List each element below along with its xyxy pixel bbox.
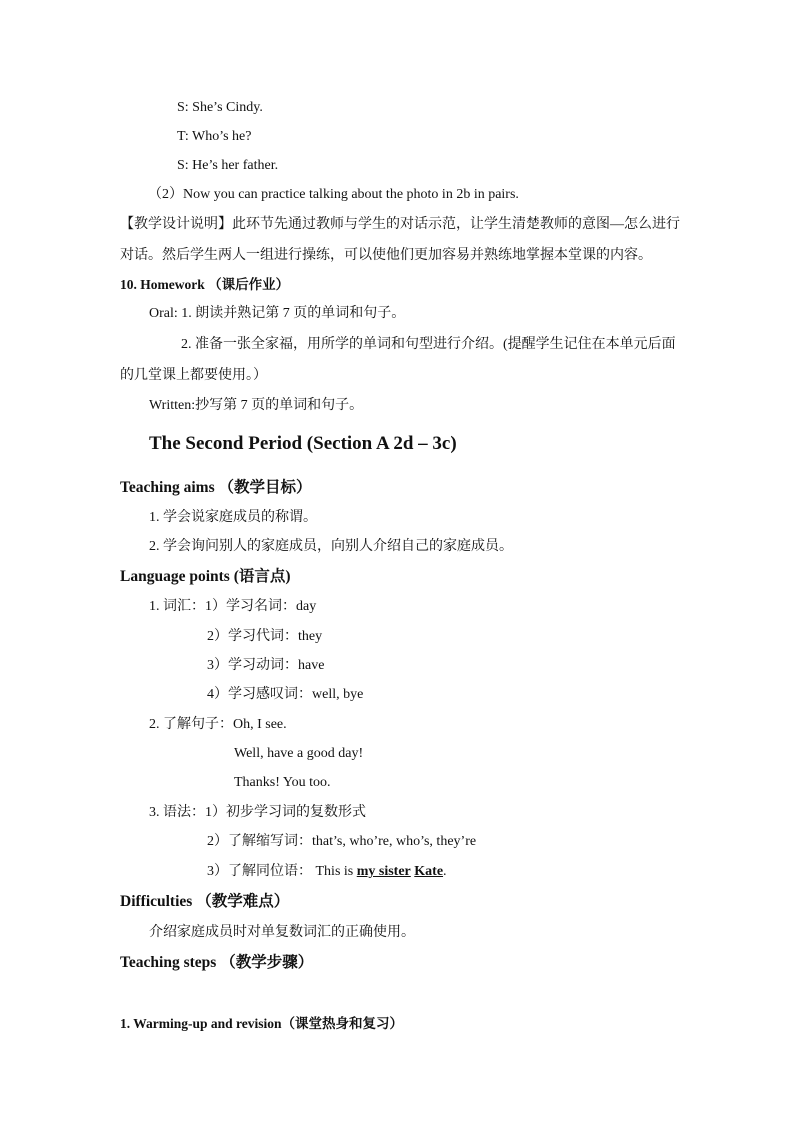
sentence-item-1: 2. 了解句子：Oh, I see. [149, 717, 287, 732]
difficulties-text: 介绍家庭成员时对单复数词汇的正确使用。 [149, 925, 415, 940]
vocab-item-1: 1. 词汇：1）学习名词：day [149, 599, 317, 614]
teaching-aim-2: 2. 学会询问别人的家庭成员，向别人介绍自己的家庭成员。 [149, 539, 513, 554]
teaching-aim-1: 1. 学会说家庭成员的称谓。 [149, 510, 317, 525]
design-note-line-2: 对话。然后学生两人一组进行操练，可以使他们更加容易并熟练地掌握本堂课的内容。 [120, 248, 652, 263]
grammar-item-2: 2）了解缩写词：that’s, who’re, who’s, they’re [207, 834, 477, 849]
period-title: The Second Period (Section A 2d – 3c) [149, 433, 457, 454]
teaching-step-1: 1. Warming-up and revision（课堂热身和复习） [120, 1016, 404, 1031]
grammar-item-3-end: . [443, 864, 447, 879]
appositive-kate: Kate [414, 864, 444, 879]
sentence-item-2: Well, have a good day! [234, 746, 364, 761]
language-points-heading: Language points (语言点) [120, 568, 291, 585]
homework-heading: 10. Homework （课后作业） [120, 277, 290, 292]
practice-instruction: （2）Now you can practice talking about the photo in 2b in pairs. [148, 187, 519, 202]
dialogue-line-s2: S: He’s her father. [177, 158, 279, 173]
homework-written: Written:抄写第 7 页的单词和句子。 [149, 398, 364, 413]
dialogue-line-s1: S: She’s Cindy. [177, 100, 263, 115]
homework-oral-1: Oral: 1. 朗读并熟记第 7 页的单词和句子。 [149, 306, 406, 321]
grammar-item-3-prefix: 3）了解同位语： This is [207, 864, 357, 879]
design-note-line-1: 【教学设计说明】此环节先通过教师与学生的对话示范，让学生清楚教师的意图—怎么进行 [120, 217, 680, 232]
grammar-item-1: 3. 语法：1）初步学习词的复数形式 [149, 805, 366, 820]
sentence-item-3: Thanks! You too. [234, 775, 331, 790]
difficulties-heading: Difficulties （教学难点） [120, 893, 290, 910]
vocab-item-2: 2）学习代词：they [207, 629, 323, 644]
homework-oral-2-continued: 的几堂课上都要使用。） [120, 368, 267, 383]
appositive-my-sister: my sister [356, 864, 411, 879]
teaching-steps-heading: Teaching steps （教学步骤） [120, 954, 314, 971]
vocab-item-3: 3）学习动词：have [207, 658, 325, 673]
homework-oral-2: 2. 准备一张全家福，用所学的单词和句型进行介绍。(提醒学生记住在本单元后面 [181, 337, 676, 352]
dialogue-line-t1: T: Who’s he? [177, 129, 252, 144]
vocab-item-4: 4）学习感叹词：well, bye [207, 687, 364, 702]
teaching-aims-heading: Teaching aims （教学目标） [120, 479, 312, 496]
grammar-item-3 [207, 863, 447, 881]
